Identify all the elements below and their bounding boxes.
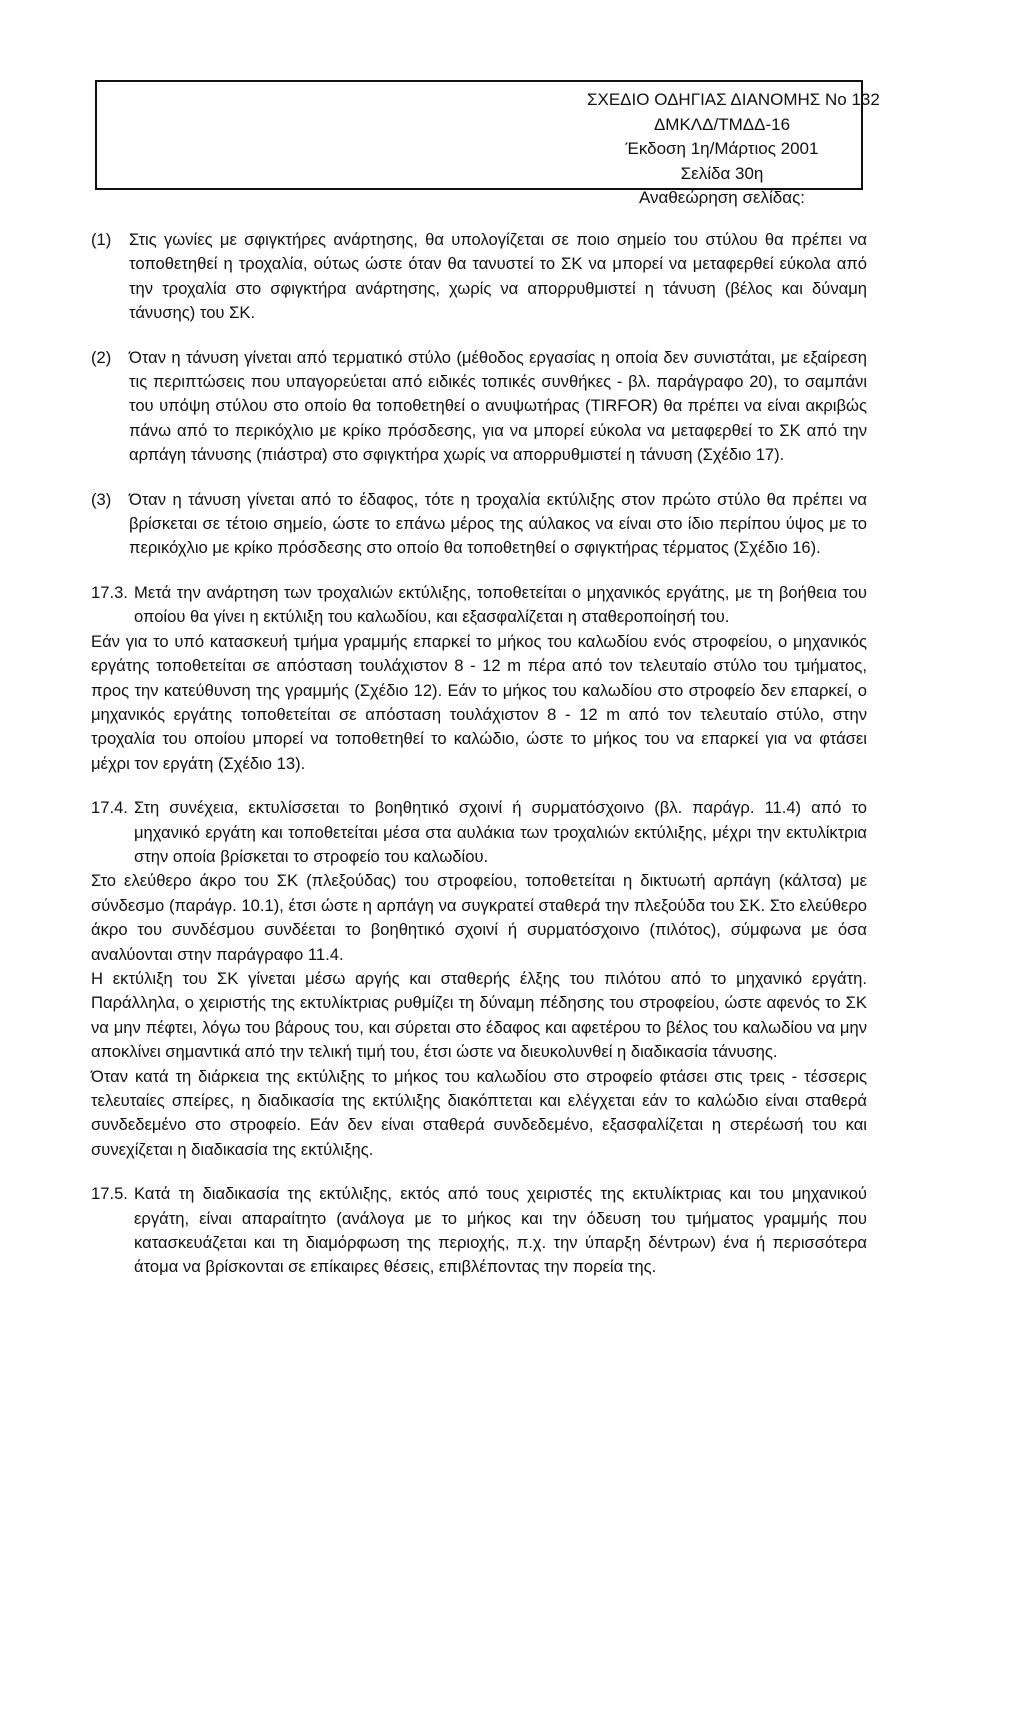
section-17-4 (91, 796, 867, 869)
item-number: (2) (91, 347, 112, 367)
section-17-5 (91, 1182, 867, 1280)
paragraph: Η εκτύλιξη του ΣΚ γίνεται μέσω αργής και σταθερής έλξης του πιλότου από το μηχανικό εργάτη. Παράλληλα, ο χειριστής της εκτυλίκτριας ρυθμίζει τη δύναμη πέδησης του στροφείου, ώστε αφενός το ΣΚ να μην πέφτει, λόγω του βάρους του, και σύρεται στο έδαφος και αφετέρου το βέλος του καλωδίου να μην αποκλίνει σημαντικά από την τελική τιμή του, έτσι ώστε να διευκολυνθεί η διαδικασία τάνυσης. (91, 968, 867, 1062)
document-header (95, 80, 880, 207)
section-text: Κατά τη διαδικασία της εκτύλιξης, εκτός από τους χειριστές της εκτυλίκτριας και του μηχανικού εργάτη, είναι απαραίτητο (ανάλογα με το μήκος και την όδευση του τμήματος γραμμής που κατασκευάζεται και τη διαμόρφωση της περιοχής, π.χ. την ύπαρξη δέντρων) ένα ή περισσότερα άτομα να βρίσκονται σε επίκαιρες θέσεις, επιβλέποντας την πορεία της. (134, 1184, 867, 1277)
header-text-block (587, 88, 880, 211)
item-text: Όταν η τάνυση γίνεται από το έδαφος, τότε η τροχαλία εκτύλιξης στον πρώτο στύλο θα πρέπει να βρίσκεται σε τέτοιο σημείο, ώστε το επάνω μέρος της αύλακος να είναι στο ίδιο περίπου ύψος με το περικόχλιο με κρίκο πρόσδεσης στο οποίο θα τοποθετηθεί ο σφιγκτήρας τέρματος (Σχέδιο 16). (129, 489, 867, 558)
item-number: (1) (91, 230, 112, 249)
section-text: Μετά την ανάρτηση των τροχαλιών εκτύλιξης, τοποθετείται ο μηχανικός εργάτης, με τη βοήθεια του οποίου θα γίνει η εκτύλιξη του καλωδίου, και εξασφαλίζεται η σταθεροποίησή του. (134, 582, 867, 627)
document-body (91, 228, 867, 1280)
header-revision: Αναθεώρηση σελίδας: (638, 188, 805, 207)
item-text: Στις γωνίες με σφιγκτήρες ανάρτησης, θα υπολογίζεται σε ποιο σημείο του στύλου θα πρέπει να τοποθετηθεί η τροχαλία, ούτως ώστε όταν θα τανυστεί το ΣΚ να μπορεί να μεταφερθεί εύκολα από την τροχαλία στο σφιγκτήρα ανάρτησης, χωρίς να απορρυθμιστεί η τάνυση (βέλος και δύναμη τάνυσης) του ΣΚ. (129, 230, 867, 323)
section-text: Στη συνέχεια, εκτυλίσσεται το βοηθητικό σχοινί ή συρματόσχοινο (βλ. παράγρ. 11.4) από το μηχανικό εργάτη και τοποθετείται μέσα στα αυλάκια των τροχαλιών εκτύλιξης, μέχρι την εκτυλίκτρια στην οποία βρίσκεται το στροφείο του καλωδίου. (134, 798, 867, 866)
item-text: Όταν η τάνυση γίνεται από τερματικό στύλο (μέθοδος εργασίας η οποία δεν συνιστάται, με εξαίρεση τις περιπτώσεις που υπαγορεύεται από ειδικές τοπικές συνθήκες - βλ. παράγραφο 20), το σαμπάνι του υπόψη στύλου στο οποίο θα τοποθετηθεί ο ανυψωτήρας (TIRFOR) θα πρέπει να είναι ακριβώς πάνω από το περικόχλιο με κρίκο πρόσδεσης, για να μπορεί εύκολα να μεταφερθεί το ΣΚ από την αρπάγη τάνυσης (πιάστρα) στο σφιγκτήρα χωρίς να απορρυθμιστεί η τάνυση (Σχέδιο 17). (129, 347, 867, 465)
item-number: (3) (91, 489, 112, 509)
list-item (91, 488, 867, 561)
header-page-number: Σελίδα 30η (680, 163, 764, 183)
section-17-3 (91, 581, 867, 630)
header-code: ΔΜΚΛΔ/ΤΜΔΔ-16 (653, 114, 791, 134)
paragraph: Εάν για το υπό κατασκευή τμήμα γραμμής επαρκεί το μήκος του καλωδίου ενός στροφείου, ο μηχανικός εργάτης τοποθετείται σε απόσταση τουλάχιστον 8 - 12 m πέρα από τον τελευταίο στύλο του τμήματος, προς την κατεύθυνση της γραμμής (Σχέδιο 12). Εάν το μήκος του καλωδίου στο στροφείο δεν επαρκεί, ο μηχανικός εργάτης τοποθετείται σε απόσταση τουλάχιστον 8 - 12 m από τον τελευταίο στύλο, στην τροχαλία του οποίου μπορεί να τοποθετηθεί το καλώδιο, ώστε το μήκος του να επαρκεί για να φτάσει μέχρι τον εργάτη (Σχέδιο 13). (91, 631, 867, 773)
section-number: 17.3. (91, 582, 128, 602)
header-edition: Έκδοση 1η/Μάρτιος 2001 (625, 139, 819, 158)
paragraph: Όταν κατά τη διάρκεια της εκτύλιξης το μήκος του καλωδίου στο στροφείο φτάσει στις τρεις - τέσσερις τελευταίες σπείρες, η διαδικασία της εκτύλιξης διακόπτεται και ελέγχεται εάν το καλώδιο είναι σταθερά συνδεδεμένο στο στροφείο. Εάν δεν είναι σταθερά συνδεδεμένο, εξασφαλίζεται η στερέωσή του και συνεχίζεται η διαδικασία της εκτύλιξης. (91, 1066, 867, 1159)
header-title: ΣΧΕΔΙΟ ΟΔΗΓΙΑΣ ΔΙΑΝΟΜΗΣ Νο 132 (587, 90, 880, 109)
section-number: 17.4. (91, 798, 128, 818)
section-number: 17.5. (91, 1184, 128, 1204)
paragraph: Στο ελεύθερο άκρο του ΣΚ (πλεξούδας) του στροφείου, τοποθετείται η δικτυωτή αρπάγη (κάλτσα) με σύνδεσμο (παράγρ. 10.1), έτσι ώστε η αρπάγη να συγκρατεί σταθερά την πλεξούδα του ΣΚ. Στο ελεύθερο άκρο του συνδέσμου συνδέεται το βοηθητικό σχοινί ή συρματόσχοινο (πιλότος), σύμφωνα με όσα αναλύονται στην παράγραφο 11.4. (91, 871, 867, 964)
list-item (91, 228, 867, 326)
list-item (91, 346, 867, 468)
